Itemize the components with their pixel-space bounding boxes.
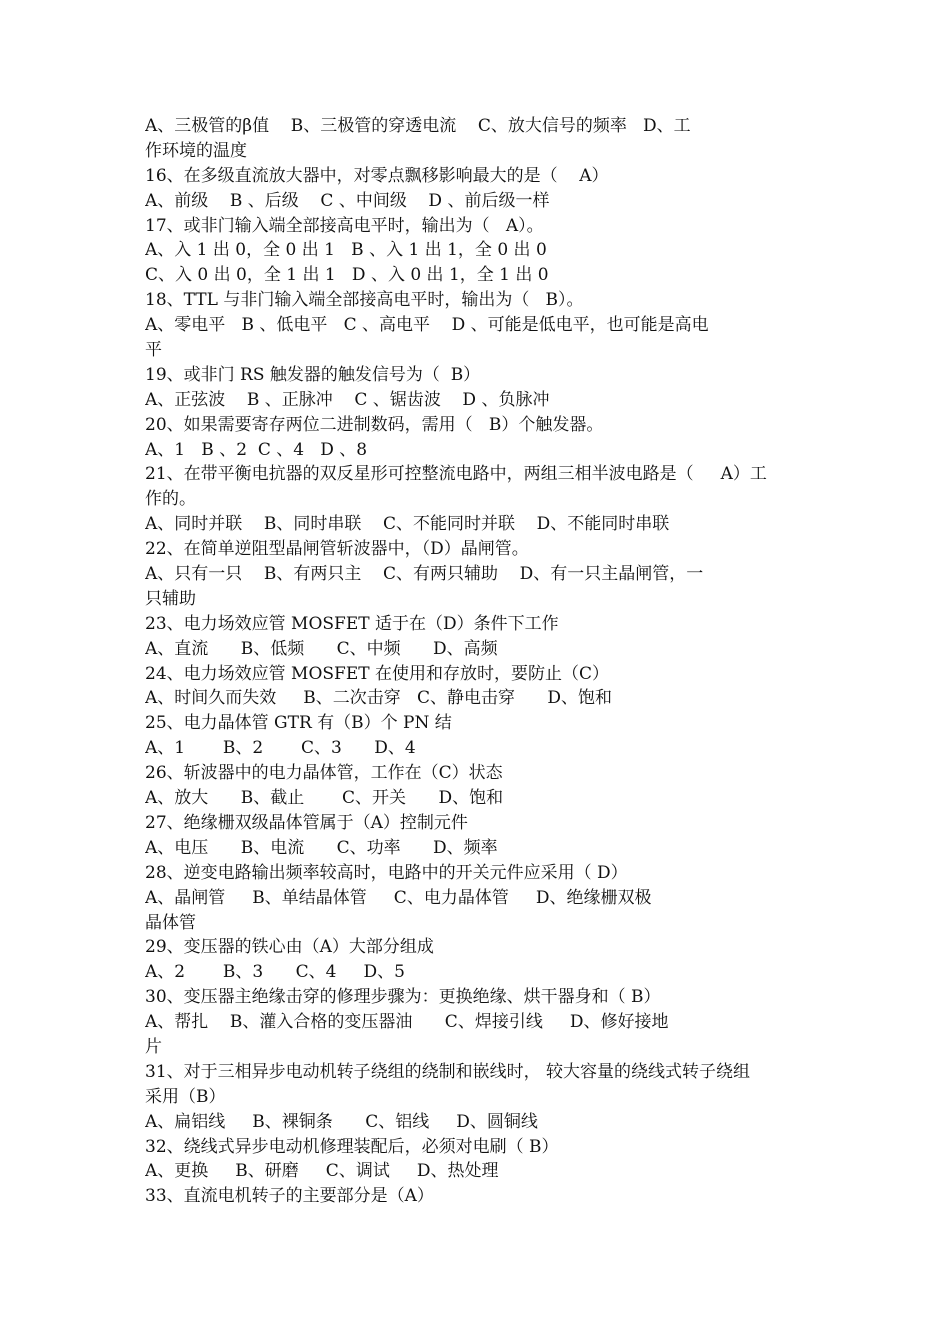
text-line: A、扁铝线 B、裸铜条 C、铝线 D、圆铜线 [145, 1111, 538, 1132]
text-line: 18、TTL 与非门输入端全部接高电平时，输出为（ B）。 [145, 290, 584, 311]
text-line: A、1 B、2 C、3 D、4 [145, 738, 416, 759]
text-line: A、前级 B 、后级 C 、中间级 D 、前后级一样 [145, 190, 550, 211]
text-line: A、晶闸管 B、单结晶体管 C、电力晶体管 D、绝缘栅双极 [145, 887, 652, 908]
text-line: 30、变压器主绝缘击穿的修理步骤为：更换绝缘、烘干器身和（ B） [145, 987, 661, 1008]
text-line: A、入 1 出 0，全 0 出 1 B 、入 1 出 1，全 0 出 0 [145, 240, 547, 261]
text-line: A、零电平 B 、低电平 C 、高电平 D 、可能是低电平，也可能是高电 [145, 315, 709, 336]
text-line: 作环境的温度 [145, 140, 247, 161]
text-line: 片 [145, 1036, 162, 1057]
text-line: A、放大 B、截止 C、开关 D、饱和 [145, 788, 504, 809]
text-line: A、只有一只 B、有两只主 C、有两只辅助 D、有一只主晶闸管，一 [145, 564, 704, 585]
text-line: 19、或非门 RS 触发器的触发信号为（ B） [145, 364, 481, 385]
document-body [145, 114, 810, 1209]
text-line: A、电压 B、电流 C、功率 D、频率 [145, 837, 498, 858]
text-line: 28、逆变电路输出频率较高时，电路中的开关元件应采用（ D） [145, 862, 628, 883]
text-line: 33、直流电机转子的主要部分是（A） [145, 1186, 434, 1207]
text-line: 32、绕线式异步电动机修理装配后，必须对电刷（ B） [145, 1136, 559, 1157]
text-line: A、更换 B、研磨 C、调试 D、热处理 [145, 1161, 499, 1182]
text-line: 27、绝缘栅双级晶体管属于（A）控制元件 [145, 812, 468, 833]
text-line: A、帮扎 B、灌入合格的变压器油 C、焊接引线 D、修好接地 [145, 1012, 669, 1033]
text-line: A、三极管的β值 B、三极管的穿透电流 C、放大信号的频率 D、工 [145, 116, 691, 136]
text-line: 17、或非门输入端全部接高电平时，输出为（ A）。 [145, 215, 544, 236]
text-line: A、同时并联 B、同时串联 C、不能同时并联 D、不能同时串联 [145, 514, 670, 535]
text-line: A、2 B、3 C、4 D、5 [145, 962, 405, 983]
text-line: 25、电力晶体管 GTR 有（B）个 PN 结 [145, 713, 452, 734]
text-line: 23、电力场效应管 MOSFET 适于在（D）条件下工作 [145, 613, 559, 634]
text-line: 24、电力场效应管 MOSFET 在使用和存放时，要防止（C） [145, 663, 609, 684]
text-line: 29、变压器的铁心由（A）大部分组成 [145, 937, 434, 958]
text-line: 平 [145, 340, 162, 361]
text-line: 22、在简单逆阻型晶闸管斩波器中，（D）晶闸管。 [145, 539, 529, 560]
text-line: 31、对于三相异步电动机转子绕组的绕制和嵌线时， 较大容量的绕线式转子绕组 [145, 1061, 751, 1082]
text-line: 作的。 [145, 489, 196, 510]
text-line: 20、如果需要寄存两位二进制数码，需用（ B）个触发器。 [145, 414, 604, 435]
text-line: C、入 0 出 0，全 1 出 1 D 、入 0 出 1，全 1 出 0 [145, 265, 549, 286]
text-line: 21、在带平衡电抗器的双反星形可控整流电路中，两组三相半波电路是（ A）工 [145, 464, 767, 485]
text-line: A、1 B 、2 C 、4 D 、8 [145, 439, 368, 460]
text-line: 采用（B） [145, 1086, 226, 1107]
text-line: 晶体管 [145, 912, 196, 933]
text-line: A、时间久而失效 B、二次击穿 C、静电击穿 D、饱和 [145, 688, 613, 709]
text-line: A、直流 B、低频 C、中频 D、高频 [145, 638, 498, 659]
text-line: A、正弦波 B 、正脉冲 C 、锯齿波 D 、负脉冲 [145, 389, 550, 410]
text-line: 16、在多级直流放大器中，对零点飘移影响最大的是（ A） [145, 165, 609, 186]
text-line: 只辅助 [145, 588, 196, 609]
text-line: 26、斩波器中的电力晶体管，工作在（C）状态 [145, 763, 503, 784]
